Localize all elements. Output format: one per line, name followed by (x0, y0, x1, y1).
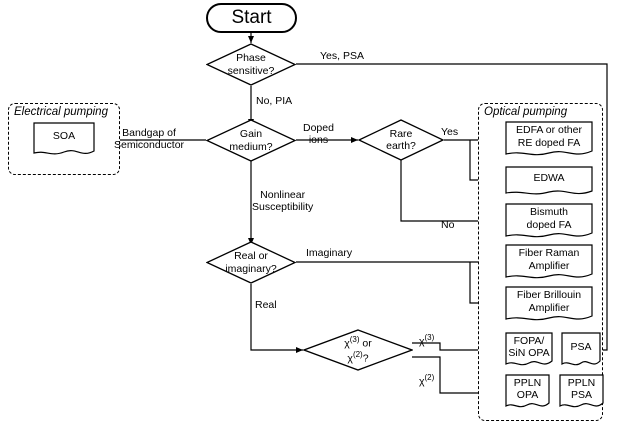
edge-label-imaginary: Imaginary (306, 247, 353, 259)
edge-label-no-pia: No, PIA (256, 95, 293, 107)
output-fopa-label: FOPA/ SiN OPA (508, 334, 550, 359)
decision-rare-earth (358, 119, 444, 161)
output-bismuth-label: Bismuth doped FA (526, 206, 572, 231)
group-electrical-pumping-title: Electrical pumping (14, 106, 108, 118)
output-soa (33, 122, 95, 158)
edge-label-chi3: $\chi^{(3)}$ (419, 333, 435, 348)
decision-phase-sensitive-label: Phase sensitive? (227, 52, 275, 77)
decision-chi3-or-chi2 (303, 329, 413, 371)
group-optical-pumping-title: Optical pumping (484, 106, 568, 118)
output-ppln-psa-label: PPLN PSA (567, 376, 596, 401)
output-fopa (505, 332, 553, 369)
decision-gain-medium-label: Gain medium? (229, 128, 273, 153)
output-edfa-label: EDFA or other RE doped FA (516, 124, 582, 149)
edge-label-bandgap: Bandgap of Semiconductor (114, 127, 185, 151)
output-fiber-raman-label: Fiber Raman Amplifier (518, 247, 580, 272)
output-soa-label: SOA (52, 130, 76, 143)
output-edwa-label: EDWA (533, 172, 565, 185)
decision-real-or-imaginary-label: Real or imaginary? (225, 250, 277, 275)
edge-label-rare-earth-yes: Yes (441, 126, 459, 138)
edge-label-nonlinear: Nonlinear Susceptibility (252, 189, 314, 213)
decision-chi3-or-chi2-label: $\chi^{(3)}$ or $\chi^{(2)}$? (344, 335, 372, 365)
edge-label-real: Real (255, 299, 277, 311)
output-ppln-opa (505, 374, 550, 411)
decision-phase-sensitive (206, 43, 296, 86)
output-ppln-psa (559, 374, 604, 411)
output-psa (561, 332, 601, 369)
output-bismuth (505, 203, 593, 241)
output-edwa (505, 166, 593, 198)
edge-label-rare-earth-no: No (441, 219, 455, 231)
edge-label-chi2: $\chi^{(2)}$ (419, 373, 435, 388)
output-psa-label: PSA (570, 340, 592, 353)
decision-real-or-imaginary (206, 241, 296, 284)
output-fiber-raman (505, 244, 593, 282)
start-label: Start (231, 6, 272, 28)
decision-rare-earth-label: Rare earth? (386, 127, 416, 152)
start-node (206, 3, 297, 33)
decision-gain-medium (206, 119, 296, 162)
edge-label-doped-ions: Doped ions (303, 122, 334, 146)
output-fiber-brillouin-label: Fiber Brillouin Amplifier (516, 289, 582, 314)
output-edfa (505, 121, 593, 159)
edge-label-yes-psa: Yes, PSA (320, 50, 364, 62)
output-fiber-brillouin (505, 286, 593, 324)
output-ppln-opa-label: PPLN OPA (513, 376, 542, 401)
